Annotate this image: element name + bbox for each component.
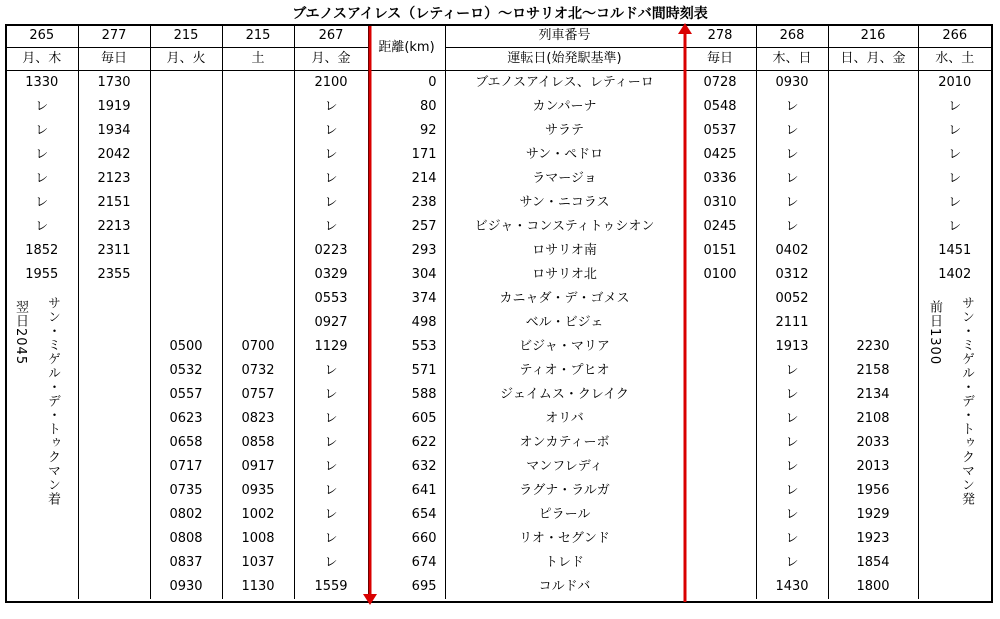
station-name: ティオ・プヒオ	[445, 359, 684, 383]
time-cell: 1852	[25, 243, 59, 258]
time-cell: 0312	[756, 263, 828, 287]
time-cell: レ	[756, 503, 828, 527]
table-row	[6, 503, 991, 527]
operating-days: 月、金	[294, 48, 368, 71]
time-cell: 0532	[150, 359, 222, 383]
table-row	[6, 479, 991, 503]
time-cell: レ	[294, 215, 368, 239]
time-cell: 0425	[684, 143, 756, 167]
time-cell	[222, 287, 294, 311]
time-cell	[222, 167, 294, 191]
station-name: ビジャ・マリア	[445, 335, 684, 359]
table-row	[6, 551, 991, 575]
time-cell	[6, 575, 78, 599]
time-cell: 2010	[918, 71, 991, 96]
train-number: 266	[918, 25, 991, 48]
time-cell	[828, 287, 918, 311]
time-cell	[6, 527, 78, 551]
time-cell	[150, 191, 222, 215]
time-cell	[222, 119, 294, 143]
time-cell	[222, 143, 294, 167]
time-cell: 1129	[294, 335, 368, 359]
time-cell	[222, 95, 294, 119]
time-cell: 0500	[150, 335, 222, 359]
time-cell	[684, 503, 756, 527]
time-cell	[918, 431, 991, 455]
time-cell	[684, 311, 756, 335]
time-cell: 1923	[828, 527, 918, 551]
time-cell	[684, 575, 756, 599]
station-name: ラマージョ	[445, 167, 684, 191]
time-cell: レ	[756, 119, 828, 143]
time-cell: 0837	[150, 551, 222, 575]
distance-cell: 571	[368, 359, 445, 383]
distance-cell: 674	[368, 551, 445, 575]
time-cell	[150, 287, 222, 311]
table-row	[6, 119, 991, 143]
time-cell: レ	[756, 95, 828, 119]
time-cell	[684, 407, 756, 431]
time-cell: レ	[294, 359, 368, 383]
time-cell: 0548	[684, 95, 756, 119]
time-cell: 1402	[918, 263, 991, 287]
time-cell: 0537	[684, 119, 756, 143]
time-cell: レ	[918, 119, 991, 143]
time-cell: レ	[756, 359, 828, 383]
time-cell: 0623	[150, 407, 222, 431]
time-cell: レ	[756, 191, 828, 215]
up-direction-arrow	[677, 22, 693, 604]
time-cell	[828, 239, 918, 263]
time-cell: レ	[294, 383, 368, 407]
time-cell: レ	[35, 195, 49, 210]
time-cell	[918, 407, 991, 431]
table-row	[6, 383, 991, 407]
time-cell	[828, 119, 918, 143]
time-cell: 1430	[756, 575, 828, 599]
time-cell	[150, 119, 222, 143]
time-cell: 0223	[294, 239, 368, 263]
time-cell	[150, 215, 222, 239]
time-cell	[918, 383, 991, 407]
timetable	[6, 25, 991, 599]
distance-cell: 641	[368, 479, 445, 503]
station-name: カニャダ・デ・ゴメス	[445, 287, 684, 311]
train-number-label: 列車番号	[445, 25, 684, 48]
time-cell: 0329	[294, 263, 368, 287]
left-arrival-time: 翌日2045	[13, 300, 28, 366]
time-cell	[150, 263, 222, 287]
distance-cell: 498	[368, 311, 445, 335]
distance-cell: 238	[368, 191, 445, 215]
time-cell: 2111	[756, 311, 828, 335]
time-cell	[684, 455, 756, 479]
station-name: オリバ	[445, 407, 684, 431]
time-cell: レ	[294, 143, 368, 167]
time-cell	[78, 407, 150, 431]
time-cell: レ	[756, 479, 828, 503]
time-cell: レ	[918, 167, 991, 191]
time-cell: 0553	[294, 287, 368, 311]
time-cell: レ	[35, 219, 49, 234]
time-cell	[150, 71, 222, 96]
distance-cell: 80	[368, 95, 445, 119]
header-row-days	[6, 48, 991, 71]
time-cell	[684, 359, 756, 383]
time-cell: 0336	[684, 167, 756, 191]
time-cell: 2042	[78, 143, 150, 167]
station-name: サン・ニコラス	[445, 191, 684, 215]
time-cell: レ	[294, 479, 368, 503]
operating-days: 月、火	[150, 48, 222, 71]
station-name: リオ・セグンド	[445, 527, 684, 551]
time-cell: レ	[294, 95, 368, 119]
operating-days: 毎日	[78, 48, 150, 71]
time-cell: レ	[294, 431, 368, 455]
table-row	[6, 455, 991, 479]
time-cell	[6, 455, 78, 479]
time-cell: 1956	[828, 479, 918, 503]
time-cell: 1451	[918, 239, 991, 263]
distance-cell: 654	[368, 503, 445, 527]
time-cell	[6, 479, 78, 503]
table-row	[6, 263, 991, 287]
time-cell: レ	[294, 191, 368, 215]
time-cell: 1730	[78, 71, 150, 96]
time-cell: 0728	[684, 71, 756, 96]
time-cell: 0732	[222, 359, 294, 383]
distance-cell: 622	[368, 431, 445, 455]
time-cell	[918, 527, 991, 551]
operating-days: 毎日	[684, 48, 756, 71]
time-cell: 2100	[294, 71, 368, 96]
train-number: 215	[222, 25, 294, 48]
time-cell: 2151	[78, 191, 150, 215]
time-cell: レ	[756, 407, 828, 431]
time-cell: 1002	[222, 503, 294, 527]
time-cell: 1008	[222, 527, 294, 551]
station-name: ラグナ・ラルガ	[445, 479, 684, 503]
time-cell: 0658	[150, 431, 222, 455]
time-cell: レ	[294, 407, 368, 431]
table-row	[6, 359, 991, 383]
time-cell	[918, 503, 991, 527]
time-cell: レ	[35, 171, 49, 186]
time-cell	[828, 95, 918, 119]
table-row	[6, 575, 991, 599]
time-cell	[78, 431, 150, 455]
distance-header: 距離(km)	[368, 25, 445, 71]
time-cell	[684, 431, 756, 455]
time-cell: 1130	[222, 575, 294, 599]
distance-cell: 92	[368, 119, 445, 143]
time-cell	[828, 167, 918, 191]
time-cell: 0930	[756, 71, 828, 96]
time-cell: 1800	[828, 575, 918, 599]
time-cell: 0823	[222, 407, 294, 431]
time-cell: レ	[756, 527, 828, 551]
time-cell: 1559	[294, 575, 368, 599]
distance-cell: 660	[368, 527, 445, 551]
time-cell	[828, 311, 918, 335]
time-cell: レ	[35, 123, 49, 138]
table-row	[6, 95, 991, 119]
time-cell	[918, 479, 991, 503]
time-cell: 2311	[78, 239, 150, 263]
time-cell	[828, 143, 918, 167]
time-cell: 0735	[150, 479, 222, 503]
time-cell: 2123	[78, 167, 150, 191]
time-cell: 2213	[78, 215, 150, 239]
time-cell: レ	[756, 383, 828, 407]
distance-cell: 695	[368, 575, 445, 599]
table-row	[6, 311, 991, 335]
table-row	[6, 143, 991, 167]
operating-days: 木、日	[756, 48, 828, 71]
distance-cell: 374	[368, 287, 445, 311]
down-direction-arrow	[362, 24, 378, 606]
table-row	[6, 191, 991, 215]
time-cell: 1913	[756, 335, 828, 359]
train-number: 278	[684, 25, 756, 48]
time-cell: 0808	[150, 527, 222, 551]
time-cell: 1934	[78, 119, 150, 143]
time-cell: 2033	[828, 431, 918, 455]
time-cell	[222, 191, 294, 215]
time-cell	[828, 71, 918, 96]
time-cell	[684, 287, 756, 311]
operating-day-label: 運転日(始発駅基準)	[445, 48, 684, 71]
distance-cell: 0	[368, 71, 445, 96]
time-cell: 0245	[684, 215, 756, 239]
time-cell	[78, 359, 150, 383]
time-cell	[684, 335, 756, 359]
time-cell: レ	[294, 167, 368, 191]
time-cell: レ	[756, 215, 828, 239]
time-cell: レ	[756, 431, 828, 455]
table-row	[6, 287, 991, 311]
time-cell: 1037	[222, 551, 294, 575]
time-cell: レ	[294, 455, 368, 479]
station-name: オンカティーボ	[445, 431, 684, 455]
table-row	[6, 215, 991, 239]
header-row-trains	[6, 25, 991, 48]
time-cell: 0151	[684, 239, 756, 263]
time-cell: レ	[294, 119, 368, 143]
time-cell	[684, 551, 756, 575]
time-cell: レ	[918, 215, 991, 239]
time-cell	[78, 503, 150, 527]
operating-days: 土	[222, 48, 294, 71]
station-name: サラテ	[445, 119, 684, 143]
table-row	[6, 167, 991, 191]
time-cell	[684, 527, 756, 551]
station-name: ビジャ・コンスティトゥシオン	[445, 215, 684, 239]
station-name: ジェイムス・クレイク	[445, 383, 684, 407]
distance-cell: 605	[368, 407, 445, 431]
station-name: ロサリオ南	[445, 239, 684, 263]
time-cell: 1929	[828, 503, 918, 527]
distance-cell: 293	[368, 239, 445, 263]
station-name: ロサリオ北	[445, 263, 684, 287]
time-cell: レ	[918, 143, 991, 167]
time-cell	[78, 575, 150, 599]
time-cell	[150, 143, 222, 167]
time-cell	[222, 311, 294, 335]
time-cell	[6, 383, 78, 407]
time-cell	[222, 71, 294, 96]
station-name: マンフレディ	[445, 455, 684, 479]
time-cell: 0402	[756, 239, 828, 263]
time-cell	[78, 335, 150, 359]
time-cell: レ	[294, 503, 368, 527]
station-name: ピラール	[445, 503, 684, 527]
distance-cell: 257	[368, 215, 445, 239]
time-cell: 0757	[222, 383, 294, 407]
time-cell	[6, 503, 78, 527]
time-cell	[828, 191, 918, 215]
time-cell	[6, 431, 78, 455]
time-cell	[222, 215, 294, 239]
time-cell	[78, 455, 150, 479]
time-cell: 1919	[78, 95, 150, 119]
time-cell	[684, 479, 756, 503]
table-row	[6, 407, 991, 431]
time-cell: 0310	[684, 191, 756, 215]
time-cell	[78, 383, 150, 407]
time-cell: 0052	[756, 287, 828, 311]
time-cell	[78, 527, 150, 551]
distance-cell: 214	[368, 167, 445, 191]
operating-days: 水、土	[918, 48, 991, 71]
time-cell: 0557	[150, 383, 222, 407]
time-cell: 0858	[222, 431, 294, 455]
time-cell: レ	[756, 167, 828, 191]
time-cell: 1330	[25, 75, 59, 90]
time-cell: 0930	[150, 575, 222, 599]
time-cell: レ	[294, 551, 368, 575]
time-cell: 1854	[828, 551, 918, 575]
train-number: 267	[294, 25, 368, 48]
time-cell: 1955	[25, 267, 59, 282]
time-cell: 0802	[150, 503, 222, 527]
time-cell: 2355	[78, 263, 150, 287]
time-cell	[222, 239, 294, 263]
train-number: 215	[150, 25, 222, 48]
time-cell: レ	[918, 191, 991, 215]
time-cell	[78, 311, 150, 335]
time-cell	[150, 167, 222, 191]
time-cell: レ	[294, 527, 368, 551]
station-name: コルドバ	[445, 575, 684, 599]
operating-days: 日、月、金	[828, 48, 918, 71]
time-cell	[828, 215, 918, 239]
table-row	[6, 239, 991, 263]
time-cell	[150, 239, 222, 263]
time-cell: 0927	[294, 311, 368, 335]
time-cell	[918, 575, 991, 599]
time-cell: レ	[756, 143, 828, 167]
table-row	[6, 335, 991, 359]
right-departure-time: 前日1300	[927, 300, 942, 366]
station-name: カンパーナ	[445, 95, 684, 119]
time-cell: レ	[35, 147, 49, 162]
distance-cell: 304	[368, 263, 445, 287]
time-cell: 0917	[222, 455, 294, 479]
time-cell: 0700	[222, 335, 294, 359]
right-origin-note: サン・ミゲル・デ・トゥクマン発	[959, 296, 974, 506]
time-cell: 2013	[828, 455, 918, 479]
left-destination-note: サン・ミゲル・デ・トゥクマン着	[45, 296, 60, 506]
time-cell	[684, 383, 756, 407]
station-name: トレド	[445, 551, 684, 575]
time-cell: 2158	[828, 359, 918, 383]
operating-days: 月、木	[6, 48, 78, 71]
time-cell	[78, 287, 150, 311]
time-cell: 2230	[828, 335, 918, 359]
train-number: 268	[756, 25, 828, 48]
train-number: 216	[828, 25, 918, 48]
time-cell	[6, 407, 78, 431]
time-cell: 0935	[222, 479, 294, 503]
time-cell: レ	[35, 99, 49, 114]
station-name: ベル・ビジェ	[445, 311, 684, 335]
distance-cell: 171	[368, 143, 445, 167]
time-cell: 2134	[828, 383, 918, 407]
time-cell: 0100	[684, 263, 756, 287]
page-title: ブエノスアイレス（レティーロ）〜ロサリオ北〜コルドバ間時刻表	[292, 6, 708, 22]
time-cell	[78, 551, 150, 575]
time-cell	[6, 551, 78, 575]
distance-cell: 588	[368, 383, 445, 407]
table-row	[6, 527, 991, 551]
distance-cell: 632	[368, 455, 445, 479]
station-name: ブエノスアイレス、レティーロ	[445, 71, 684, 96]
time-cell	[918, 551, 991, 575]
distance-cell: 553	[368, 335, 445, 359]
time-cell	[828, 263, 918, 287]
train-number: 265	[6, 25, 78, 48]
station-name: サン・ペドロ	[445, 143, 684, 167]
train-number: 277	[78, 25, 150, 48]
table-row	[6, 71, 991, 96]
time-cell: レ	[756, 455, 828, 479]
time-cell	[150, 95, 222, 119]
time-cell	[222, 263, 294, 287]
time-cell	[78, 479, 150, 503]
time-cell: レ	[918, 95, 991, 119]
time-cell: レ	[756, 551, 828, 575]
time-cell: 2108	[828, 407, 918, 431]
time-cell: 0717	[150, 455, 222, 479]
time-cell	[918, 455, 991, 479]
time-cell	[150, 311, 222, 335]
table-row	[6, 431, 991, 455]
